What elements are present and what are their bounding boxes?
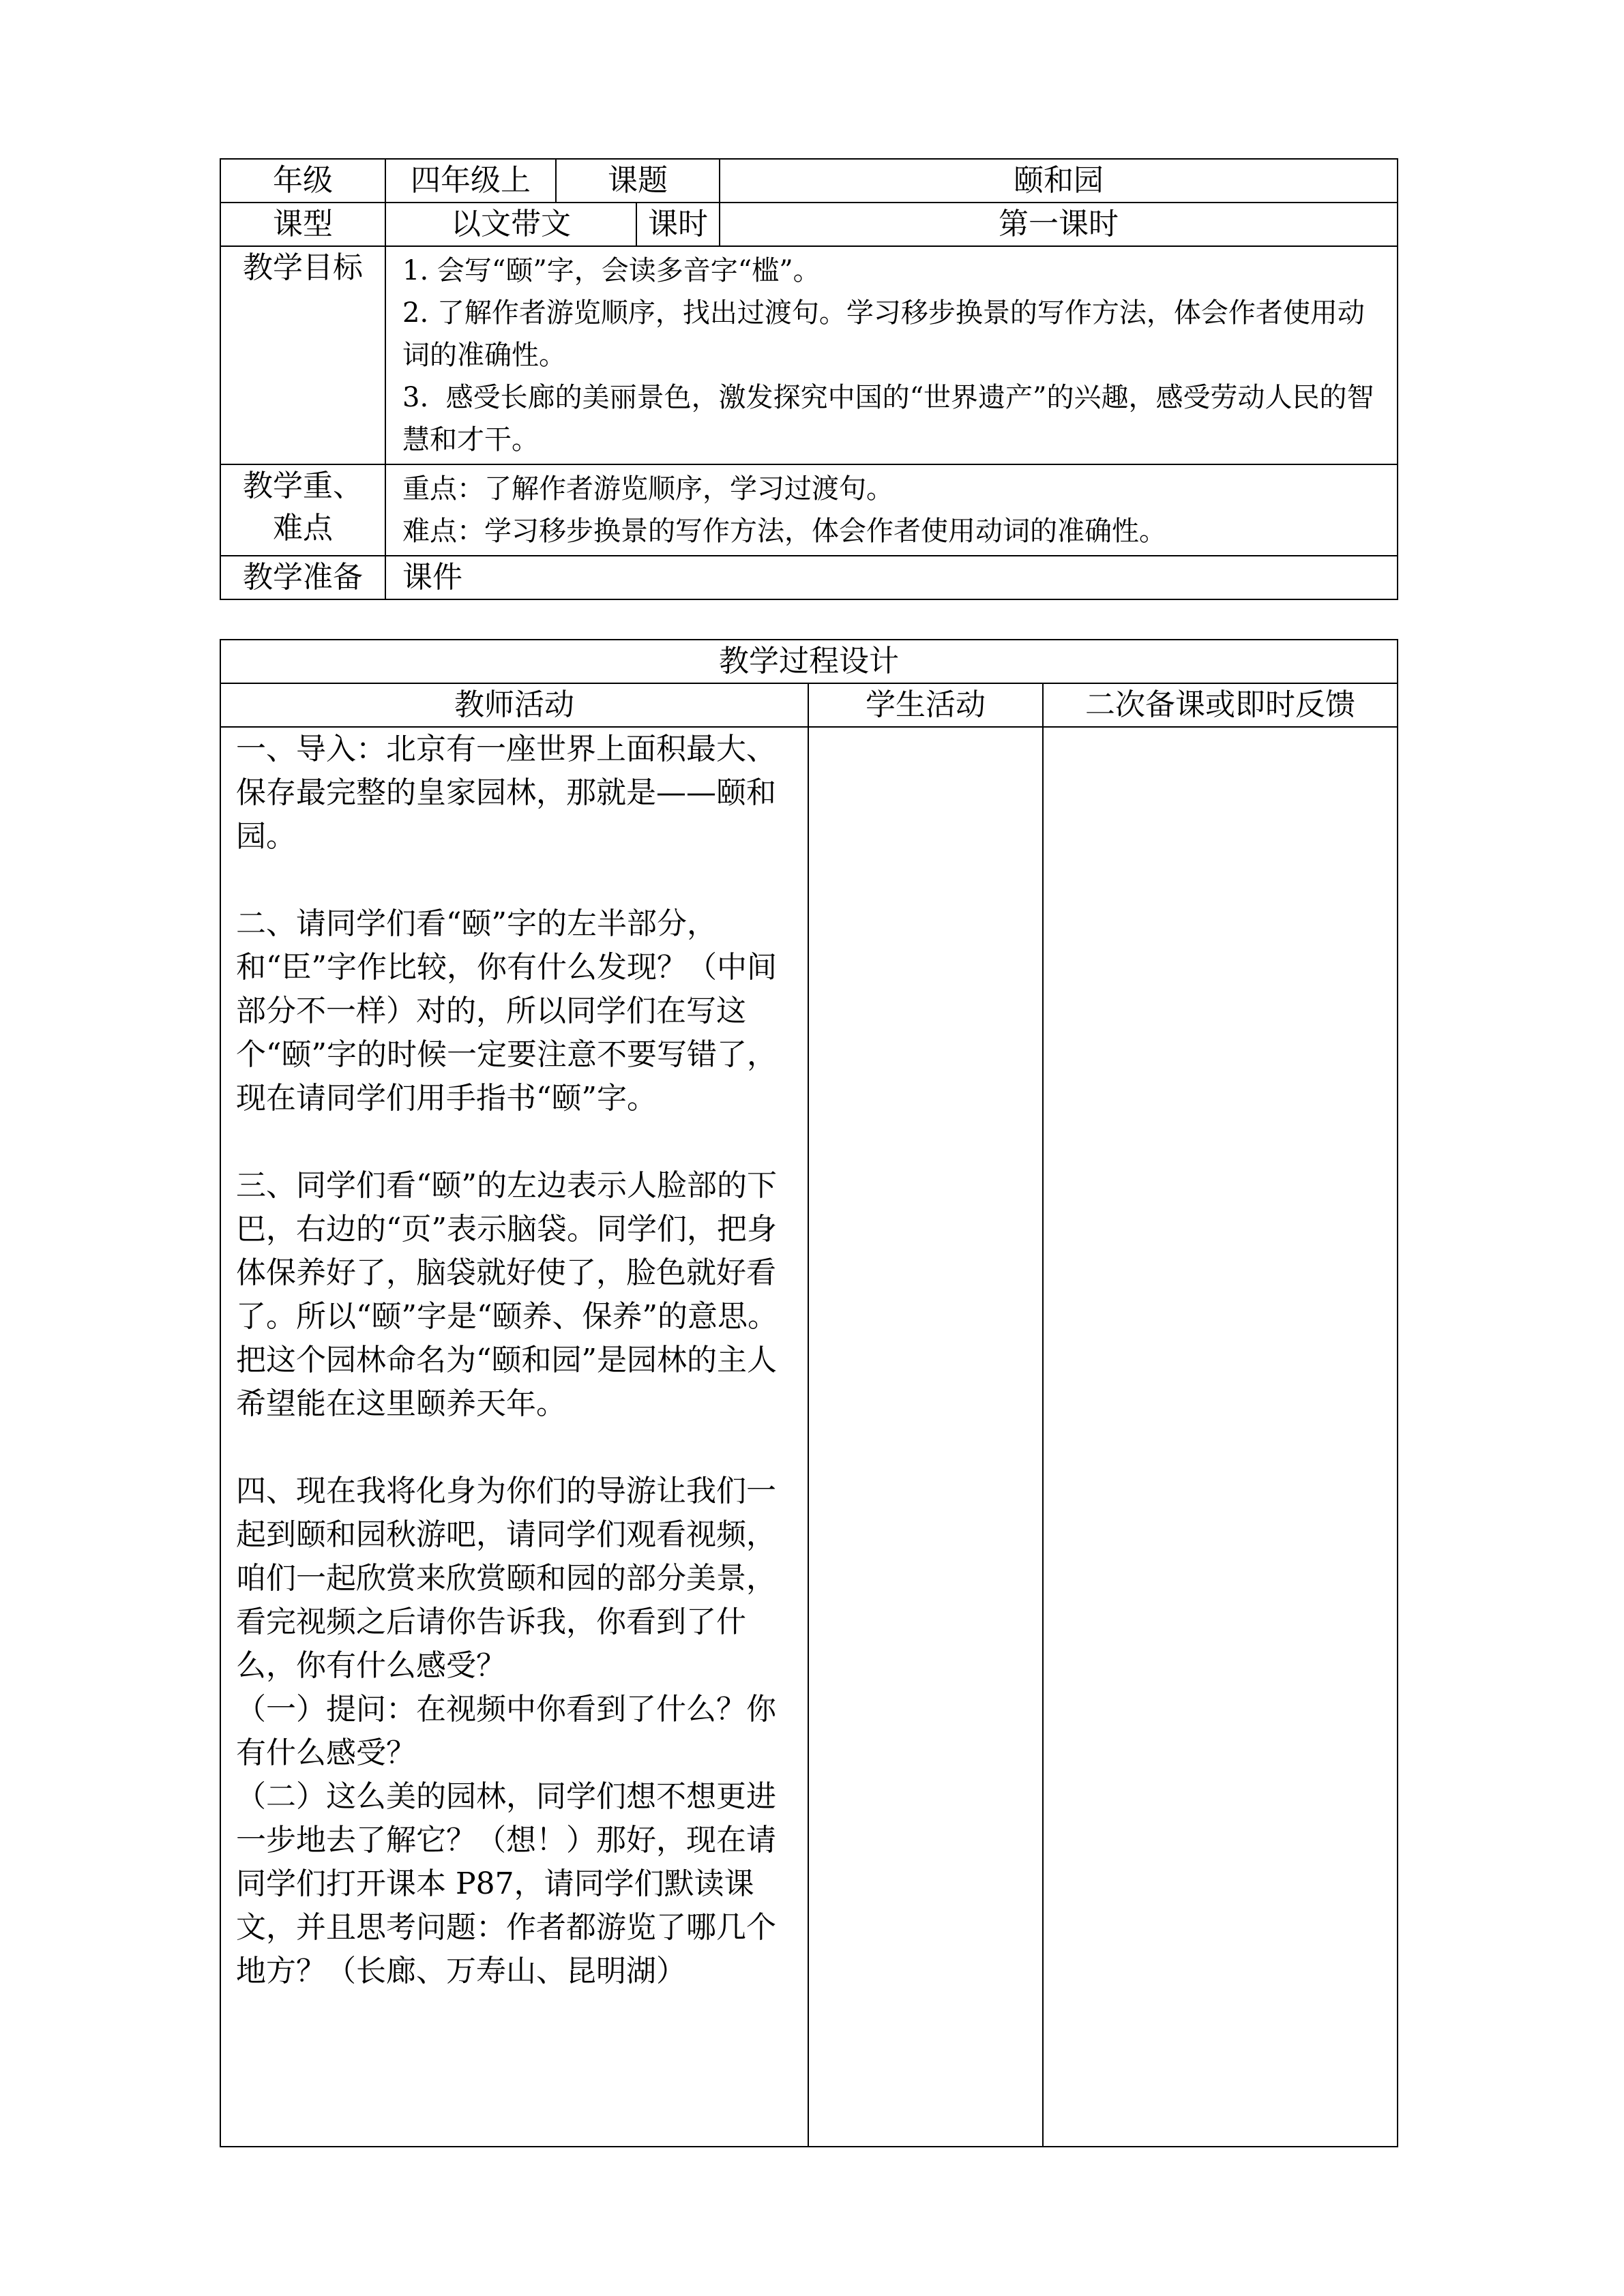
goal-item: 3. 感受长廊的美丽景色，激发探究中国的“世界遗产”的兴趣，感受劳动人民的智慧和才干。 xyxy=(402,382,1374,456)
difficulty-point: 难点：学习移步换景的写作方法，体会作者使用动词的准确性。 xyxy=(402,516,1166,547)
col-feedback-header: 二次备课或即时反馈 xyxy=(1043,683,1398,727)
process-title: 教学过程设计 xyxy=(220,640,1398,683)
key-label-line2: 难点 xyxy=(273,511,333,546)
col-teacher-header: 教师活动 xyxy=(220,683,808,727)
topic-value: 颐和园 xyxy=(720,159,1398,203)
type-label: 课型 xyxy=(220,203,385,246)
lesson-info-table xyxy=(220,158,1398,600)
prep-label: 教学准备 xyxy=(220,556,385,599)
teacher-paragraph: 三、同学们看“颐”的左边表示人脸部的下巴，右边的“页”表示脑袋。同学们，把身体保养好了，脑袋就好使了，脸色就好看了。所以“颐”字是“颐养、保养”的意思。把这个园林命名为“颐和园”是园林的主人希望能在这里颐养天年。 xyxy=(236,1168,778,1421)
goals-cell xyxy=(385,246,1398,464)
goal-item: 1. 会写“颐”字，会读多音字“槛”。 xyxy=(402,255,821,286)
teacher-paragraph: 四、现在我将化身为你们的导游让我们一起到颐和园秋游吧，请同学们观看视频，咱们一起欣赏来欣赏颐和园的部分美景，看完视频之后请你告诉我，你看到了什么，你有什么感受？ xyxy=(236,1474,776,1683)
type-value: 以文带文 xyxy=(385,203,636,246)
teaching-process-table xyxy=(220,639,1398,2147)
teacher-activity-cell xyxy=(220,727,808,2147)
key-point: 重点：了解作者游览顺序，学习过渡句。 xyxy=(402,473,894,505)
topic-label: 课题 xyxy=(556,159,720,203)
key-label-line1: 教学重、 xyxy=(243,468,363,503)
prep-value: 课件 xyxy=(385,556,1398,599)
teacher-paragraph: 一、导入：北京有一座世界上面积最大、保存最完整的皇家园林，那就是——颐和园。 xyxy=(236,732,776,854)
goal-item: 2. 了解作者游览顺序，找出过渡句。学习移步换景的写作方法，体会作者使用动词的准确性。 xyxy=(402,297,1365,371)
period-label: 课时 xyxy=(636,203,720,246)
key-difficulty-cell xyxy=(385,464,1398,556)
grade-label: 年级 xyxy=(220,159,385,203)
teacher-paragraph: 二、请同学们看“颐”字的左半部分，和“臣”字作比较，你有什么发现？（中间部分不一样）对的，所以同学们在写这个“颐”字的时候一定要注意不要写错了，现在请同学们用手指书“颐”字。 xyxy=(236,906,777,1116)
teacher-paragraph: （一）提问：在视频中你看到了什么？你有什么感受？ xyxy=(236,1692,776,1770)
col-student-header: 学生活动 xyxy=(808,683,1043,727)
feedback-cell xyxy=(1043,727,1398,2147)
key-difficulty-label xyxy=(220,464,385,556)
goals-label: 教学目标 xyxy=(220,246,385,464)
grade-value: 四年级上 xyxy=(385,159,556,203)
student-activity-cell xyxy=(808,727,1043,2147)
period-value: 第一课时 xyxy=(720,203,1398,246)
teacher-paragraph: （二）这么美的园林，同学们想不想更进一步地去了解它？（想！）那好，现在请同学们打开课本 P87，请同学们默读课文，并且思考问题：作者都游览了哪几个地方？（长廊、万寿山、昆明湖） xyxy=(236,1779,776,1988)
